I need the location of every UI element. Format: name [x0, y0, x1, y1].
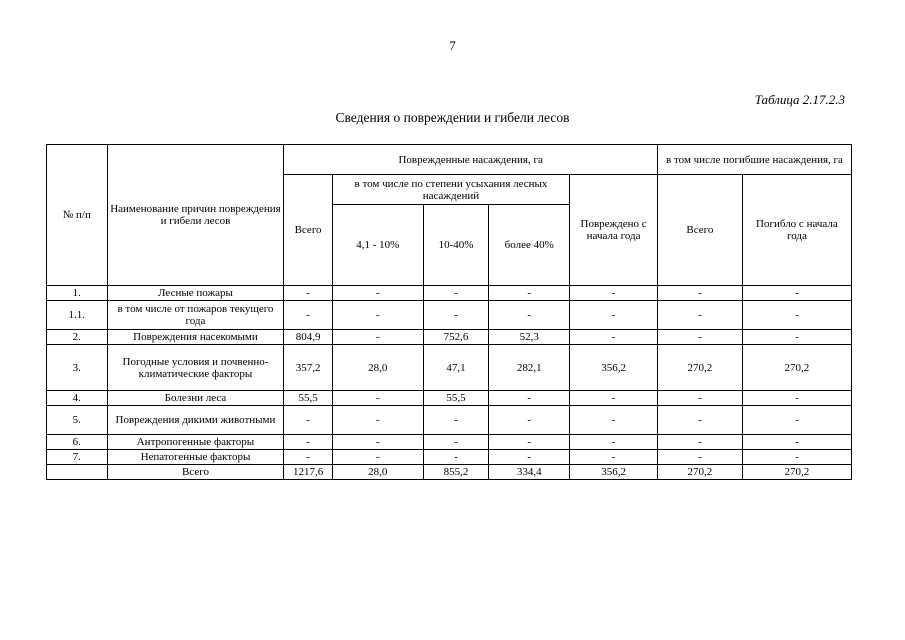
cell-degree-1: - — [332, 391, 423, 406]
row-name: Антропогенные факторы — [107, 435, 284, 450]
cell-dead-total: - — [658, 391, 743, 406]
row-name: Лесные пожары — [107, 286, 284, 301]
cell-dead-total: - — [658, 406, 743, 435]
cell-dead-total: - — [658, 330, 743, 345]
header-dead-since-start: Погибло с начала года — [742, 175, 851, 286]
table-row — [47, 345, 852, 391]
cell-degree-2: 855,2 — [423, 465, 489, 480]
cell-dead-since-start: - — [742, 301, 851, 330]
row-name: Болезни леса — [107, 391, 284, 406]
row-num: 2. — [47, 330, 108, 345]
cell-total: - — [284, 450, 332, 465]
cell-total: 357,2 — [284, 345, 332, 391]
cell-dead-since-start: - — [742, 450, 851, 465]
cell-total: 55,5 — [284, 391, 332, 406]
cell-degree-2: - — [423, 301, 489, 330]
cell-damaged-since-start: - — [570, 450, 658, 465]
cell-degree-3: 282,1 — [489, 345, 570, 391]
table-row — [47, 286, 852, 301]
cell-degree-1: - — [332, 286, 423, 301]
cell-degree-1: - — [332, 301, 423, 330]
table-row — [47, 330, 852, 345]
cell-degree-1: 28,0 — [332, 345, 423, 391]
header-degree-3: более 40% — [489, 205, 570, 286]
cell-degree-3: 334,4 — [489, 465, 570, 480]
cell-dead-since-start: - — [742, 286, 851, 301]
cell-damaged-since-start: - — [570, 391, 658, 406]
table-row — [47, 406, 852, 435]
header-by-degree-group: в том числе по степени усыхания лесных насаждений — [332, 175, 569, 205]
cell-degree-1: - — [332, 450, 423, 465]
cell-degree-3: - — [489, 391, 570, 406]
cell-degree-2: - — [423, 286, 489, 301]
cell-degree-1: 28,0 — [332, 465, 423, 480]
cell-degree-3: 52,3 — [489, 330, 570, 345]
cell-damaged-since-start: 356,2 — [570, 465, 658, 480]
row-name: Погодные условия и почвенно-климатические факторы — [107, 345, 284, 391]
header-num: № п/п — [47, 145, 108, 286]
cell-damaged-since-start: - — [570, 435, 658, 450]
header-total: Всего — [284, 175, 332, 286]
cell-dead-since-start: - — [742, 391, 851, 406]
header-degree-2: 10-40% — [423, 205, 489, 286]
cell-total: - — [284, 435, 332, 450]
cell-total: 1217,6 — [284, 465, 332, 480]
header-dead-total: Всего — [658, 175, 743, 286]
table-row — [47, 391, 852, 406]
header-dead-group: в том числе погибшие насаждения, га — [658, 145, 852, 175]
row-num: 7. — [47, 450, 108, 465]
cell-damaged-since-start: - — [570, 301, 658, 330]
cell-dead-since-start: - — [742, 330, 851, 345]
cell-degree-3: - — [489, 450, 570, 465]
cell-dead-total: - — [658, 286, 743, 301]
header-name: Наименование причин повреждения и гибели лесов — [107, 145, 284, 286]
row-num: 5. — [47, 406, 108, 435]
header-damaged-group: Поврежденные насаждения, га — [284, 145, 658, 175]
cell-damaged-since-start: 356,2 — [570, 345, 658, 391]
row-num: 1.1. — [47, 301, 108, 330]
cell-degree-2: 752,6 — [423, 330, 489, 345]
cell-dead-since-start: 270,2 — [742, 345, 851, 391]
cell-degree-3: - — [489, 406, 570, 435]
cell-degree-1: - — [332, 406, 423, 435]
cell-dead-total: 270,2 — [658, 345, 743, 391]
cell-degree-2: 55,5 — [423, 391, 489, 406]
table-row — [47, 435, 852, 450]
cell-dead-since-start: - — [742, 406, 851, 435]
header-damaged-since-start: Повреждено с начала года — [570, 175, 658, 286]
row-name: в том числе от пожаров текущего года — [107, 301, 284, 330]
cell-degree-1: - — [332, 330, 423, 345]
document-title: Сведения о повреждении и гибели лесов — [335, 110, 570, 125]
cell-total: - — [284, 406, 332, 435]
table-row — [47, 301, 852, 330]
row-name: Всего — [107, 465, 284, 480]
row-name: Повреждения дикими животными — [107, 406, 284, 435]
table-row-total — [47, 465, 852, 480]
row-name: Повреждения насекомыми — [107, 330, 284, 345]
cell-dead-total: - — [658, 301, 743, 330]
cell-dead-since-start: - — [742, 435, 851, 450]
cell-damaged-since-start: - — [570, 286, 658, 301]
table-row — [47, 450, 852, 465]
table-label: Таблица 2.17.2.3 — [754, 92, 845, 107]
cell-dead-total: 270,2 — [658, 465, 743, 480]
header-degree-1: 4,1 - 10% — [332, 205, 423, 286]
cell-total: - — [284, 301, 332, 330]
cell-degree-3: - — [489, 286, 570, 301]
cell-damaged-since-start: - — [570, 330, 658, 345]
row-name: Непатогенные факторы — [107, 450, 284, 465]
cell-degree-2: - — [423, 450, 489, 465]
cell-degree-3: - — [489, 435, 570, 450]
cell-degree-2: 47,1 — [423, 345, 489, 391]
cell-degree-1: - — [332, 435, 423, 450]
cell-degree-2: - — [423, 406, 489, 435]
row-num — [47, 465, 108, 480]
page-number: 7 — [449, 38, 456, 53]
row-num: 3. — [47, 345, 108, 391]
cell-total: 804,9 — [284, 330, 332, 345]
cell-total: - — [284, 286, 332, 301]
forest-damage-table — [46, 144, 852, 480]
row-num: 1. — [47, 286, 108, 301]
row-num: 4. — [47, 391, 108, 406]
cell-degree-3: - — [489, 301, 570, 330]
cell-damaged-since-start: - — [570, 406, 658, 435]
cell-dead-total: - — [658, 450, 743, 465]
cell-dead-total: - — [658, 435, 743, 450]
cell-dead-since-start: 270,2 — [742, 465, 851, 480]
row-num: 6. — [47, 435, 108, 450]
cell-degree-2: - — [423, 435, 489, 450]
